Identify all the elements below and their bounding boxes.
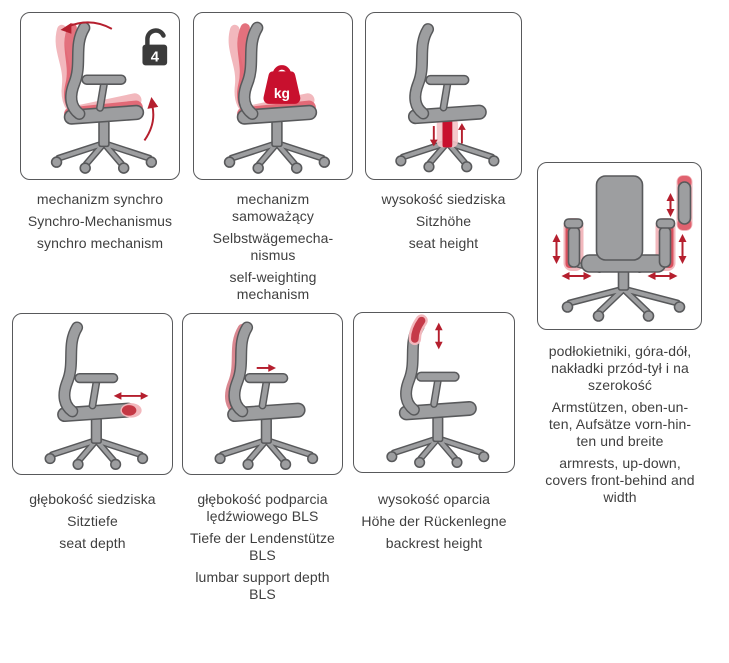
left-right-arrow-icon <box>648 272 678 280</box>
caption-line: Synchro-Mechanismus <box>27 213 173 229</box>
caption-line: mechanism <box>236 286 310 302</box>
caption-seat-height <box>357 191 530 257</box>
caption-en <box>185 269 361 303</box>
unlock-icon <box>142 31 167 66</box>
caption-pl <box>173 491 352 525</box>
chair-side-backrest-height-illustration <box>354 313 514 472</box>
caption-line: self-weighting <box>229 269 317 285</box>
weight-unit-label: kg <box>273 84 290 101</box>
caption-line: ten, Aufsätze vorn-hin- <box>548 416 692 432</box>
caption-line: Armstützen, oben-un- <box>551 399 689 415</box>
caption-seat-depth <box>5 491 180 557</box>
chair-side-seat-depth-illustration <box>13 314 172 474</box>
caption-de <box>185 230 361 264</box>
caption-de <box>344 513 524 530</box>
caption-pl <box>10 191 190 208</box>
lock-number: 4 <box>150 49 159 66</box>
kg-weight-icon <box>263 67 300 104</box>
feature-card-lumbar <box>182 313 343 475</box>
chair-side-seat-height-illustration <box>366 13 521 179</box>
up-down-arrow-icon <box>553 234 561 264</box>
up-arrow-icon <box>458 123 466 143</box>
caption-line: width <box>603 489 637 505</box>
caption-line: ten und breite <box>576 433 664 449</box>
feature-card-armrests <box>537 162 702 330</box>
gas-lift-highlight <box>437 118 458 147</box>
caption-line: Höhe der Rückenlegne <box>361 513 507 529</box>
seat-tilt-arrow-icon <box>144 97 158 140</box>
caption-line: synchro mechanism <box>36 235 164 251</box>
caption-line: backrest height <box>385 535 483 551</box>
chair-side-synchro-illustration <box>21 13 179 179</box>
caption-line: szerokość <box>588 377 652 393</box>
feature-card-self-weighting <box>193 12 353 180</box>
caption-en <box>357 235 530 252</box>
caption-backrest-height <box>344 491 524 557</box>
feature-card-backrest-height <box>353 312 515 473</box>
caption-de <box>5 513 180 530</box>
caption-en <box>5 535 180 552</box>
armrest-pad-detail <box>677 175 693 231</box>
left-right-arrow-icon <box>114 392 149 400</box>
chair-front-armrests-illustration <box>538 163 701 329</box>
left-right-arrow-icon <box>562 272 592 280</box>
caption-synchro <box>10 191 190 257</box>
caption-de <box>357 213 530 230</box>
backrest-front <box>597 176 643 260</box>
caption-line: seat height <box>408 235 479 251</box>
caption-line: Selbstwägemecha- <box>212 230 334 246</box>
up-down-arrow-icon <box>679 234 687 264</box>
caption-line: głębokość podparcia <box>197 491 328 507</box>
chair-side-self-weighting-illustration <box>194 13 352 179</box>
right-arrow-icon <box>257 364 276 372</box>
up-down-arrow-icon <box>667 193 675 217</box>
caption-pl <box>344 491 524 508</box>
caption-en <box>518 455 722 506</box>
caption-en <box>344 535 524 552</box>
caption-de <box>173 530 352 564</box>
caption-line: Tiefe der Lendenstütze <box>190 530 335 546</box>
caption-line: covers front-behind and <box>545 472 695 488</box>
caption-line: wysokość oparcia <box>377 491 491 507</box>
caption-line: mechanizm <box>236 191 310 207</box>
caption-line: mechanizm synchro <box>36 191 164 207</box>
caption-pl <box>518 343 722 394</box>
caption-line: wysokość siedziska <box>381 191 506 207</box>
caption-line: armrests, up-down, <box>559 455 681 471</box>
caption-de <box>518 399 722 450</box>
caption-line: Sitztiefe <box>67 513 118 529</box>
caption-pl <box>185 191 361 225</box>
caption-de <box>10 213 190 230</box>
feature-card-seat-depth <box>12 313 173 475</box>
caption-line: lumbar support depth <box>195 569 330 585</box>
backrest-top-highlight <box>415 321 422 339</box>
caption-line: nismus <box>250 247 296 263</box>
caption-armrests <box>518 343 722 511</box>
caption-en <box>173 569 352 603</box>
caption-pl <box>357 191 530 208</box>
caption-line: seat depth <box>59 535 126 551</box>
caption-line: samoważący <box>232 208 314 224</box>
caption-line: lędźwiowego BLS <box>206 508 319 524</box>
caption-line: nakładki przód-tył i na <box>551 360 689 376</box>
up-down-arrow-icon <box>435 323 443 350</box>
seat-edge-highlight <box>120 403 141 417</box>
feature-card-seat-height <box>365 12 522 180</box>
caption-lumbar <box>173 491 352 608</box>
caption-line: podłokietniki, góra-dół, <box>548 343 692 359</box>
caption-line: Sitzhöhe <box>415 213 472 229</box>
feature-card-synchro <box>20 12 180 180</box>
caption-en <box>10 235 190 252</box>
caption-line: BLS <box>249 586 276 602</box>
caption-self-weighting <box>185 191 361 308</box>
caption-pl <box>5 491 180 508</box>
chair-side-lumbar-illustration <box>183 314 342 474</box>
caption-line: BLS <box>249 547 276 563</box>
caption-line: głębokość siedziska <box>29 491 156 507</box>
